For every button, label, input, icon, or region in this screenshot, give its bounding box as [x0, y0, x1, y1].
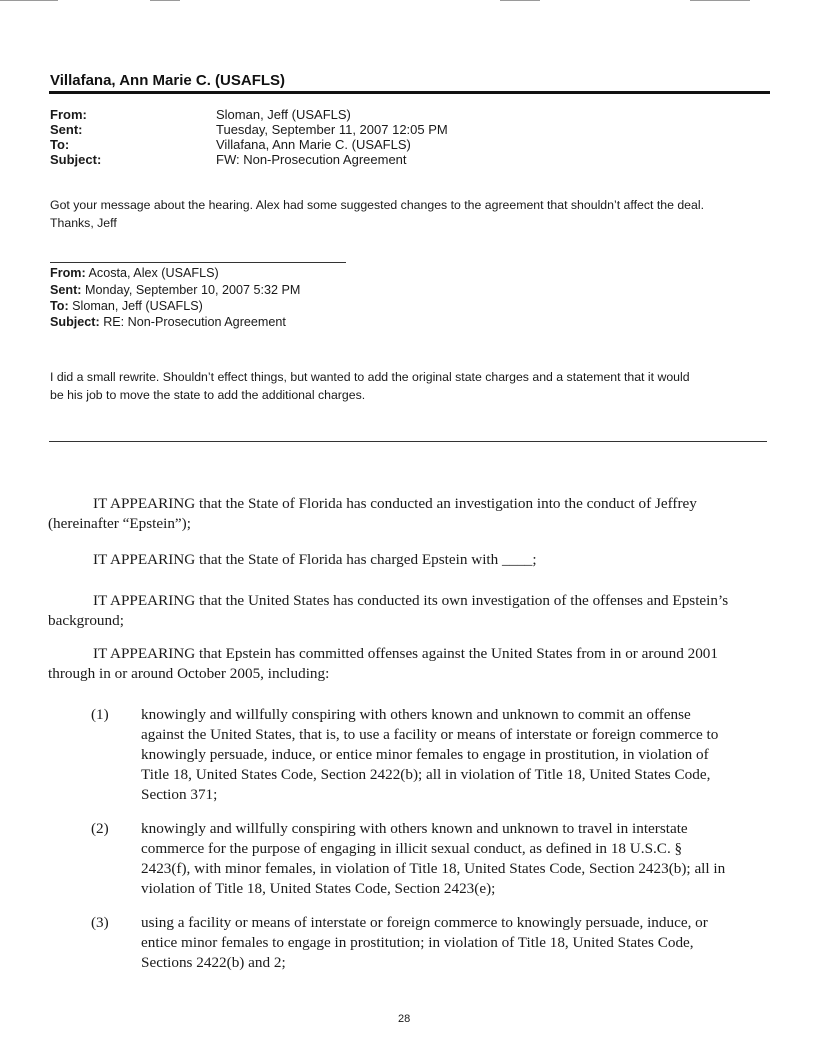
email-body-line: Got your message about the hearing. Alex had some suggested changes to the agreement that shouldn’t affect the deal. — [50, 198, 704, 212]
fwd-sent-label: Sent: — [50, 283, 82, 297]
page-number: 28 — [398, 1013, 411, 1025]
fwd-to — [50, 298, 203, 315]
item-line: against the United States, that is, to use a facility or means of interstate or foreign commerce to — [141, 726, 719, 743]
to-label: To: — [50, 137, 70, 152]
fwd-from-value: Acosta, Alex (USAFLS) — [88, 266, 219, 280]
agreement-paragraph: IT APPEARING that Epstein has committed offenses against the United States from in or around 2001 — [93, 645, 718, 662]
item-number: (2) — [91, 820, 109, 837]
fwd-to-value: Sloman, Jeff (USAFLS) — [72, 299, 203, 313]
fwd-from-label: From: — [50, 266, 86, 280]
fwd-sent — [50, 282, 300, 299]
item-line: Sections 2422(b) and 2; — [141, 954, 286, 971]
header-divider — [49, 91, 770, 94]
item-line: 2423(f), with minor females, in violation of Title 18, United States Code, Section 2423(b); all in — [141, 860, 726, 877]
item-line: knowingly and willfully conspiring with others known and unknown to travel in interstate — [141, 820, 688, 837]
item-line: Title 18, United States Code, Section 2422(b); all in violation of Title 18, United States Code, — [141, 766, 711, 783]
fwd-body-line: be his job to move the state to add the additional charges. — [50, 388, 366, 402]
sent-label: Sent: — [50, 122, 83, 137]
item-line: Section 371; — [141, 786, 218, 803]
email-body-line: Thanks, Jeff — [50, 216, 117, 230]
item-line: knowingly persuade, induce, or entice minor females to engage in prostitution, in violation of — [141, 746, 709, 763]
agreement-paragraph: background; — [48, 612, 124, 629]
item-line: commerce for the purpose of engaging in illicit sexual conduct, as defined in 18 U.S.C. § — [141, 840, 683, 857]
agreement-paragraph: IT APPEARING that the United States has conducted its own investigation of the offenses and Epstein’s — [93, 592, 729, 609]
fwd-sent-value: Monday, September 10, 2007 5:32 PM — [84, 283, 301, 297]
agreement-paragraph: (hereinafter “Epstein”); — [48, 515, 191, 532]
item-line: entice minor females to engage in prostitution; in violation of Title 18, United States Code, — [141, 934, 694, 951]
sent-value: Tuesday, September 11, 2007 12:05 PM — [216, 122, 448, 137]
fwd-subject — [50, 314, 286, 331]
to-value: Villafana, Ann Marie C. (USAFLS) — [216, 137, 411, 152]
agreement-paragraph: through in or around October 2005, including: — [48, 665, 330, 682]
scan-artifact — [150, 0, 180, 1]
scan-artifact — [0, 0, 58, 1]
from-label: From: — [50, 107, 87, 122]
item-line: knowingly and willfully conspiring with others known and unknown to commit an offense — [141, 706, 691, 723]
forward-separator — [50, 262, 346, 263]
agreement-paragraph: IT APPEARING that the State of Florida has charged Epstein with ____; — [93, 551, 537, 568]
subject-value: FW: Non-Prosecution Agreement — [216, 152, 407, 167]
subject-label: Subject: — [50, 152, 102, 167]
scan-artifact — [500, 0, 540, 1]
fwd-subject-label: Subject: — [50, 315, 100, 329]
fwd-to-label: To: — [50, 299, 69, 313]
fwd-from — [50, 265, 219, 282]
email-owner-name: Villafana, Ann Marie C. (USAFLS) — [50, 72, 286, 89]
from-value: Sloman, Jeff (USAFLS) — [216, 107, 351, 122]
document-separator — [49, 441, 767, 442]
item-number: (3) — [91, 914, 109, 931]
item-line: using a facility or means of interstate or foreign commerce to knowingly persuade, induce, or — [141, 914, 708, 931]
scan-artifact — [690, 0, 750, 1]
item-number: (1) — [91, 706, 109, 723]
fwd-subject-value: RE: Non-Prosecution Agreement — [103, 315, 286, 329]
item-line: violation of Title 18, United States Code, Section 2423(e); — [141, 880, 496, 897]
fwd-body-line: I did a small rewrite. Shouldn’t effect things, but wanted to add the original state charges and a statement that it would — [50, 370, 690, 384]
agreement-paragraph: IT APPEARING that the State of Florida has conducted an investigation into the conduct of Jeffrey — [93, 495, 697, 512]
